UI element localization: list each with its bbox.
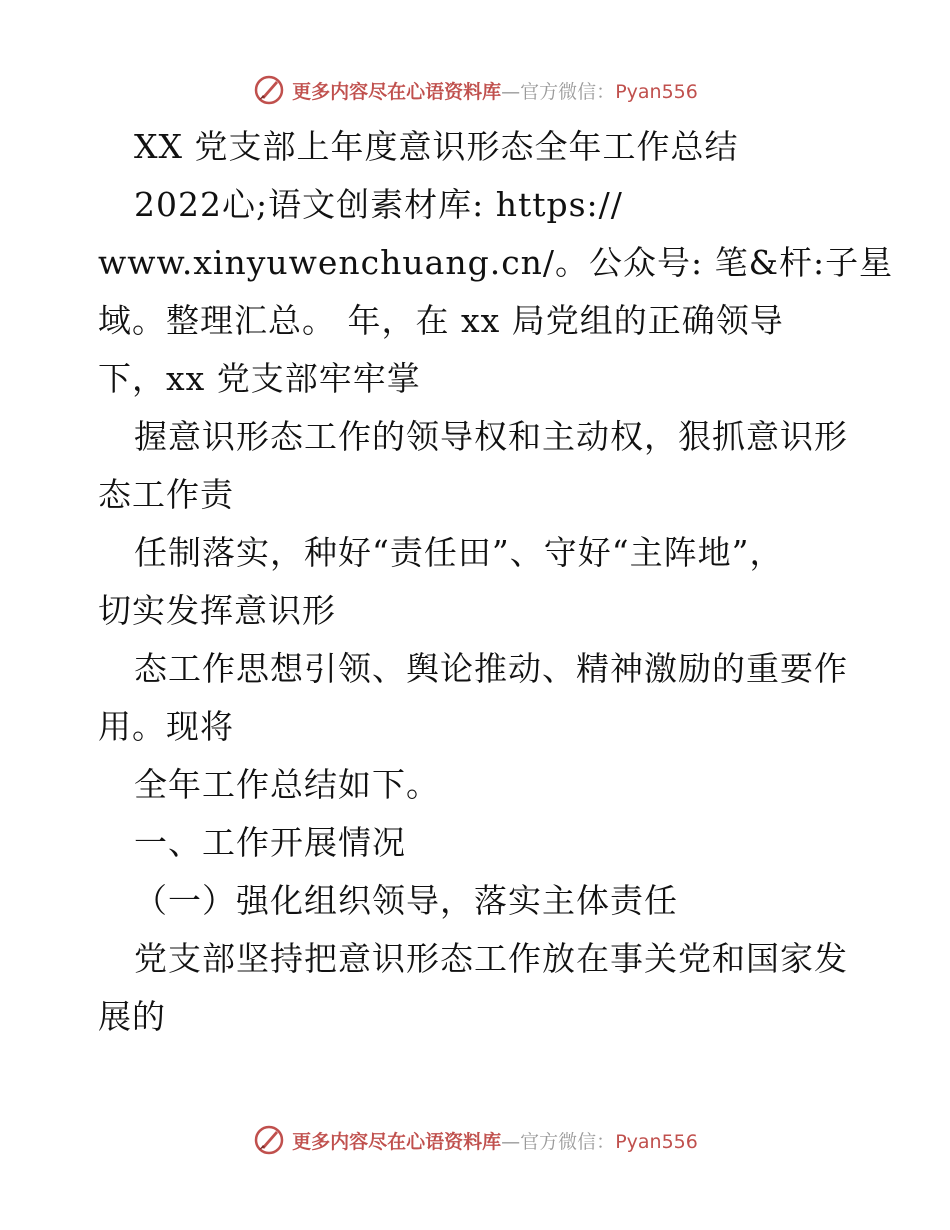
footer-banner-separator: —	[501, 1130, 521, 1153]
footer-banner-text	[292, 1127, 698, 1154]
document-line: 2022心;语文创素材库: https://	[134, 185, 623, 224]
quill-logo-icon	[252, 73, 286, 107]
header-banner	[0, 72, 950, 108]
header-banner-text	[292, 77, 698, 104]
document-body	[98, 118, 894, 1046]
document-line: 下，xx 党支部牢牢掌	[98, 359, 421, 398]
document-line: 用。现将	[98, 707, 234, 746]
document-line: （一）强化组织领导，落实主体责任	[134, 881, 678, 920]
footer-banner-inner	[252, 1123, 698, 1157]
document-line: XX 党支部上年度意识形态全年工作总结	[134, 127, 739, 166]
header-banner-wechat-id: Pyan556	[615, 80, 698, 103]
header-banner-main: 更多内容尽在心语资料库	[292, 80, 502, 103]
footer-banner-wechat-id: Pyan556	[615, 1130, 698, 1153]
document-line: 切实发挥意识形	[98, 591, 336, 630]
document-line: 握意识形态工作的领导权和主动权，狠抓意识形	[134, 417, 848, 456]
document-line: 一、工作开展情况	[134, 823, 406, 862]
document-line: 态工作责	[98, 475, 234, 514]
document-line: 党支部坚持把意识形态工作放在事关党和国家发	[134, 939, 848, 978]
footer-banner-wechat-label: 官方微信：	[520, 1130, 616, 1153]
document-line: www.xinyuwenchuang.cn/。公众号: 笔&杆:子星	[98, 243, 894, 282]
document-line: 域。整理汇总。 年，在 xx 局党组的正确领导	[98, 301, 784, 340]
quill-logo-icon	[252, 1123, 286, 1157]
document-line: 任制落实，种好“责任田”、守好“主阵地”，	[134, 533, 784, 572]
footer-banner	[0, 1122, 950, 1158]
header-banner-separator: —	[501, 80, 521, 103]
document-line: 展的	[98, 997, 166, 1036]
footer-banner-main: 更多内容尽在心语资料库	[292, 1130, 502, 1153]
document-line: 态工作思想引领、舆论推动、精神激励的重要作	[134, 649, 848, 688]
header-banner-wechat-label: 官方微信：	[520, 80, 616, 103]
header-banner-inner	[252, 73, 698, 107]
document-line: 全年工作总结如下。	[134, 765, 440, 804]
